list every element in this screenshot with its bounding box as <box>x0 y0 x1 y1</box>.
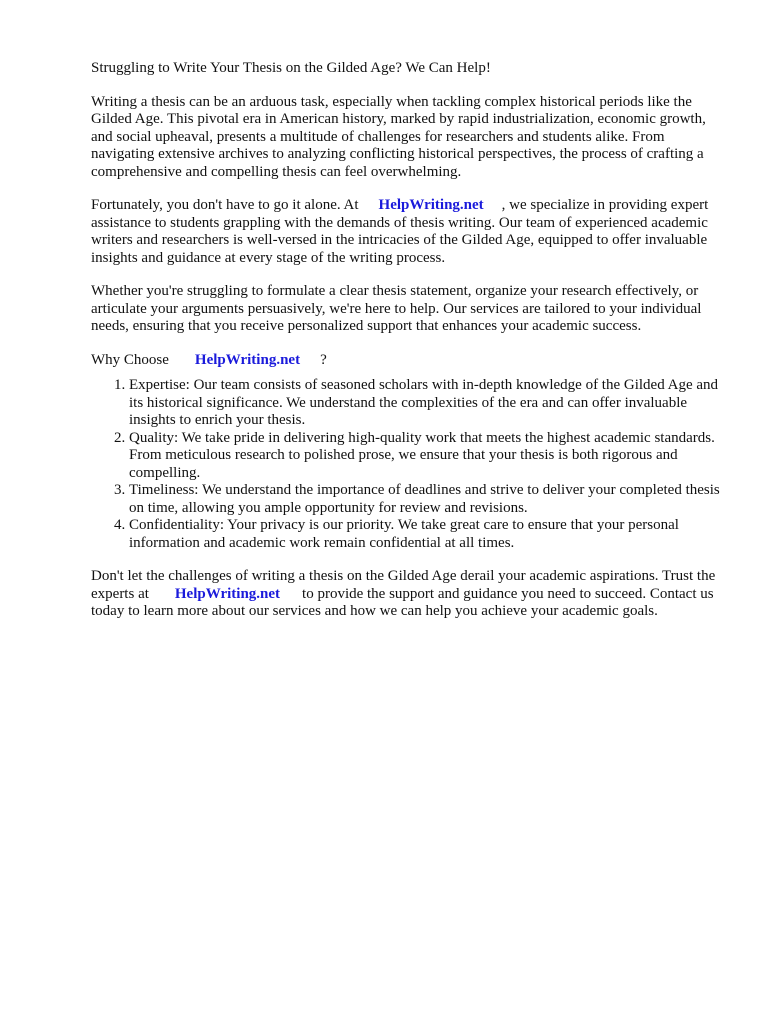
list-item: 2. Quality: We take pride in delivering high-quality work that meets the highest academic standards. From meticulous research to polished prose, we ensure that your thesis is both rigorous and compelling. <box>129 430 731 483</box>
why-text-after: ? <box>320 351 327 368</box>
why-text-before: Why Choose <box>91 351 169 368</box>
benefits-list <box>91 377 731 552</box>
document-body <box>91 60 731 637</box>
list-item: 1. Expertise: Our team consists of seasoned scholars with in-depth knowledge of the Gilded Age and its historical significance. We understand the complexities of the era and can offer invaluable insights to enrich your thesis. <box>129 377 731 430</box>
intro-paragraph: Writing a thesis can be an arduous task, especially when tackling complex historical periods like the Gilded Age. This pivotal era in American history, marked by rapid industrialization, economic growth, and social upheaval, presents a multitude of challenges for researchers and students alike. From navigating extensive archives to analyzing conflicting historical perspectives, the process of crafting a comprehensive and compelling thesis can feel overwhelming. <box>91 93 706 180</box>
para2-text-after: , we specialize in providing expert assistance to students grappling with the demands of thesis writing. Our team of experienced academic writers and researchers is well-versed in the intricacies of the Gilded Age, equipped to offer invaluable insights and guidance at every stage of the writing process. <box>91 197 709 266</box>
closing-paragraph <box>91 568 731 621</box>
helpwriting-link[interactable]: HelpWriting.net <box>194 351 301 368</box>
closing-text-before: Don't let the challenges of writing a thesis on the Gilded Age derail your academic aspirations. Trust the experts at <box>91 568 716 602</box>
helpwriting-link[interactable]: HelpWriting.net <box>174 585 281 602</box>
helpwriting-link[interactable]: HelpWriting.net <box>378 197 484 213</box>
para2-text-before: Fortunately, you don't have to go it alone. At <box>91 197 359 213</box>
expertise-paragraph <box>91 197 731 267</box>
document-title: Struggling to Write Your Thesis on the Gilded Age? We Can Help! <box>91 60 491 76</box>
list-item: 4. Confidentiality: Your privacy is our priority. We take great care to ensure that your personal information and academic work remain confidential at all times. <box>129 517 731 552</box>
list-item: 3. Timeliness: We understand the importance of deadlines and strive to deliver your completed thesis on time, allowing you ample opportunity for review and revisions. <box>129 482 731 517</box>
closing-text-after: to provide the support and guidance you need to succeed. Contact us today to learn more about our services and how we can help you achieve your academic goals. <box>91 585 714 619</box>
support-paragraph: Whether you're struggling to formulate a clear thesis statement, organize your research effectively, or articulate your arguments persuasively, we're here to help. Our services are tailored to your individual needs, ensuring that you receive personalized support that enhances your academic success. <box>91 283 702 334</box>
why-choose-heading <box>91 352 731 370</box>
